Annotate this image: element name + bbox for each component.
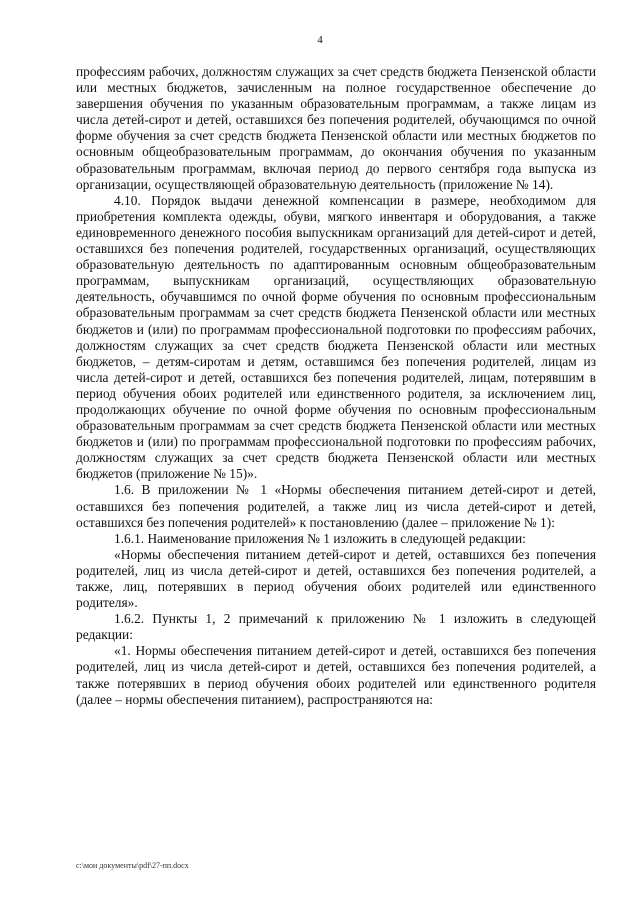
paragraph-1-6-1-quote: «Нормы обеспечения питанием детей-сирот и детей, оставшихся без попечения родителей, лиц из числа детей-сирот и детей, оставшихся без попечения родителей, а также, лиц, потерявших в период обучения обоих родителей или единственного родителя». bbox=[76, 546, 596, 611]
paragraph-1-6: 1.6. В приложении № 1 «Нормы обеспечения питанием детей-сирот и детей, оставшихся без попечения родителей, а также лиц из числа детей-сирот и детей, оставшихся без попечения родителей» к постановлению (далее – приложение № 1): bbox=[76, 482, 596, 530]
paragraph-1-6-1: 1.6.1. Наименование приложения № 1 изложить в следующей редакции: bbox=[114, 530, 526, 546]
page-number: 4 bbox=[317, 34, 323, 46]
document-body bbox=[76, 64, 596, 708]
paragraph-continuation: профессиям рабочих, должностям служащих за счет средств бюджета Пензенской области или местных бюджетов, зачисленным на полное государственное обеспечение до завершения обучения по указанным образовательным программам, а также лицам из числа детей-сирот и детей, оставшихся без попечения родителей, обучающимся по очной форме обучения за счет средств бюджета Пензенской области или местных бюджетов по основным общеобразовательным программам, до окончания обучения по указанным образовательным программам, включая период до первого сентября года выпуска из организации, осуществляющей образовательную деятельность (приложение № 14). bbox=[76, 64, 596, 192]
footer-file-path: c:\мои документы\pdf\27-пп.docx bbox=[76, 861, 189, 870]
paragraph-4-10: 4.10. Порядок выдачи денежной компенсации в размере, необходимом для приобретения комплекта одежды, обуви, мягкого инвентаря и оборудования, а также единовременного денежного пособия выпускникам организаций для детей-сирот и детей, оставшихся без попечения родителей, государственных организаций, осуществляющих образовательную деятельность по адаптированным основным общеобразовательным программам, выпускникам организаций, осуществляющих образовательную деятельность, обучавшимся по очной форме обучения по основным профессиональным образовательным программам за счет средств бюджета Пензенской области или местных бюджетов и (или) по программам профессиональной подготовки по профессиям рабочих, должностям служащих за счет средств бюджета Пензенской области или местных бюджетов, – детям-сиротам и детям, оставшимся без попечения родителей, лицам из числа детей-сирот и детей, оставшихся без попечения родителей, лицам, потерявшим в период обучения обоих родителей или единственного родителя, за исключением лиц, продолжающих обучение по очной форме обучения по основным профессиональным образовательным программам за счет средств бюджета Пензенской области или местных бюджетов и (или) по программам профессиональной подготовки по профессиям рабочих, должностям служащих за счет средств бюджета Пензенской области или местных бюджетов (приложение № 15)». bbox=[76, 192, 596, 482]
paragraph-1-6-2: 1.6.2. Пункты 1, 2 примечаний к приложению № 1 изложить в следующей редакции: bbox=[76, 611, 596, 643]
paragraph-1-6-2-quote: «1. Нормы обеспечения питанием детей-сирот и детей, оставшихся без попечения родителей, лиц из числа детей-сирот и детей, оставшихся без попечения родителей, а также потерявших в период обучения обоих родителей или единственного родителя (далее – нормы обеспечения питанием), распространяются на: bbox=[76, 643, 596, 707]
